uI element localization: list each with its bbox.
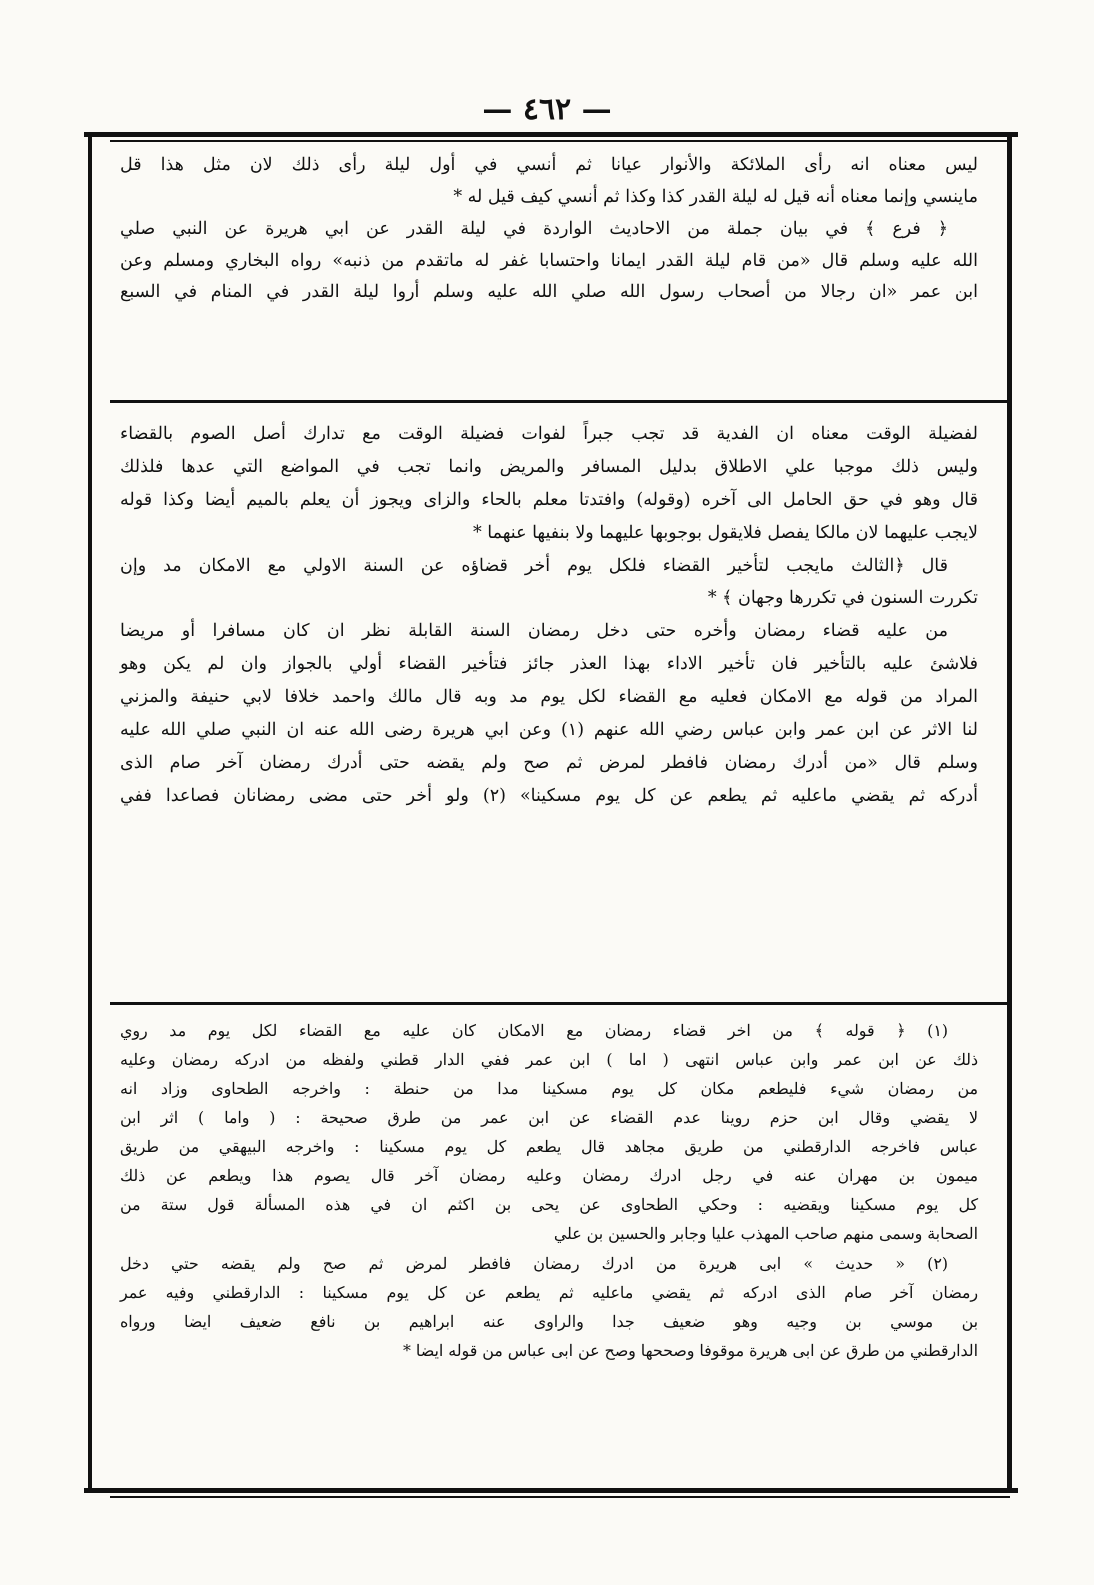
text-line: لنا الاثر عن ابن عمر وابن عباس رضي الله عنهم (١) وعن ابي هريرة رضى الله عنه ان النبي صلي الله عليه: [120, 720, 978, 741]
text-line: وسلم قال «من أدرك رمضان فافطر لمرض ثم صح ولم يقضه حتى أدرك رمضان آخر صام الذى: [120, 752, 978, 773]
text-line: أدركه ثم يقضي ماعليه ثم يطعم عن كل يوم مسكينا» (٢) ولو أخر حتى مضى رمضانان فصاعدا ففي: [120, 785, 978, 806]
text-line: ليس معناه انه رأى الملائكة والأنوار عيانا ثم أنسي في أول ليلة رأى ذلك لان مثل هذا قل: [120, 155, 978, 175]
footnote-line: (٢) « حديث » ابى هريرة من ادرك رمضان فافطر لمرض ثم صح ولم يقضه حتي دخل: [120, 1253, 948, 1273]
text-line: لايجب عليهما لان مالكا يفصل فلايقول بوجوبها عليهما ولا بنفيها عنهما *: [472, 522, 978, 543]
footnote-line: الدارقطني من طرق عن ابى هريرة موقوفا وصححها وصح عن ابى عباس من قوله ايضا *: [403, 1340, 978, 1360]
top-border-rule: [84, 132, 1018, 137]
upper-text-block: [120, 150, 978, 395]
text-line: تكررت السنون في تكررها وجهان ﴾ *: [707, 588, 978, 609]
text-line: لفضيلة الوقت معناه ان الفدية قد تجب جبراً لفوات فضيلة الوقت مع تدارك أصل الصوم بالقضاء: [120, 424, 978, 444]
bottom-border-inner-rule: [110, 1496, 1010, 1498]
footnote-line: بن موسي بن وجيه وهو ضعيف جدا والراوى عنه ابراهيم بن نافع ضعيف ايضا ورواه: [120, 1311, 978, 1331]
text-line: من عليه قضاء رمضان وأخره حتى دخل رمضان السنة القابلة نظر ان كان مسافرا أو مريضا: [120, 621, 948, 642]
footnote-line: عباس فاخرجه الدارقطني من طريق مجاهد قال يطعم كل يوم مسكينا : واخرجه البيهقي من طريق: [120, 1137, 978, 1157]
text-line: المراد من قوله مع الامكان فعليه مع القضاء لكل يوم مد وبه قال مالك واحمد خلافا لابي حنيفة والمزني: [120, 687, 978, 708]
text-line: ابن عمر «ان رجالا من أصحاب رسول الله صلي الله عليه وسلم أروا ليلة القدر في المنام في السبع: [120, 282, 978, 303]
section-divider-upper: [110, 400, 1010, 403]
footnote-line: لا يقضي وقال ابن حزم روينا عدم القضاء عن ابن عمر من طرق صحيحة : ( واما ) اثر ابن: [120, 1108, 978, 1128]
footnote-line: كل يوم مسكينا ويقضيه : وحكي الطحاوى عن يحى بن اكثم ان في هذه المسألة قول ستة من: [120, 1195, 978, 1215]
footnote-line: من رمضان شيء فليطعم مكان كل يوم مسكينا مدا من حنطة : واخرجه الطحاوى وزاد انه: [120, 1079, 978, 1099]
text-line: ﴿ فرع ﴾ في بيان جملة من الاحاديث الواردة في ليلة القدر عن ابي هريرة عن النبي صلي: [120, 218, 948, 239]
top-border-inner-rule: [110, 140, 1010, 142]
text-line: قال ﴿الثالث مايجب لتأخير القضاء فلكل يوم أخر قضاؤه عن السنة الاولي مع الامكان مد وإن: [120, 555, 948, 576]
main-text-block: [120, 418, 978, 996]
bottom-border-rule: [84, 1488, 1018, 1493]
text-line: قال وهو في حق الحامل الى آخره (وقوله) وافتدتا معلم بالحاء والزاى ويجوز أن يعلم بالميم أيضا وكذا قوله: [120, 489, 978, 510]
footnotes-block: [120, 1016, 978, 1482]
text-line: ماينسي وإنما معناه أنه قيل له ليلة القدر كذا وكذا ثم أنسي كيف قيل له *: [453, 186, 978, 207]
footnote-line: رمضان آخر صام الذى ادركه ثم يقضي ماعليه ثم يطعم عن كل يوم مسكينا : الدارقطني وفيه عمر: [120, 1282, 978, 1302]
footnote-line: ذلك عن ابن عمر وابن عباس انتهى ( اما ) ابن عمر ففي الدار قطني ولفظه من ادركه رمضان وعليه: [120, 1050, 978, 1070]
page-number: — ٤٦٢ —: [482, 92, 612, 127]
text-line: الله عليه وسلم قال «من قام ليلة القدر ايمانا واحتسابا غفر له ماتقدم من ذنبه» رواه البخاري ومسلم وعن: [120, 250, 978, 271]
text-line: وليس ذلك موجبا علي الاطلاق بدليل المسافر والمريض وانما تجب في المواضع التي عدها فلذلك: [120, 456, 978, 477]
section-divider-footnotes: [110, 1002, 1010, 1005]
footnote-line: (١) ﴿ قوله ﴾ من اخر قضاء رمضان مع الامكان كان عليه مع القضاء لكل يوم مد روي: [120, 1021, 948, 1040]
footnote-line: ميمون بن مهران عنه في رجل ادرك رمضان وعليه رمضان آخر قال يصوم هذا ويطعم عن ذلك: [120, 1166, 978, 1186]
footnote-line: الصحابة وسمى منهم صاحب المهذب عليا وجابر والحسين بن علي: [553, 1224, 978, 1244]
text-line: فلاشئ عليه بالتأخير فان تأخير الاداء بهذا العذر جائز فتأخير القضاء أولي بالجواز وان لم يكن وهو: [120, 654, 978, 675]
